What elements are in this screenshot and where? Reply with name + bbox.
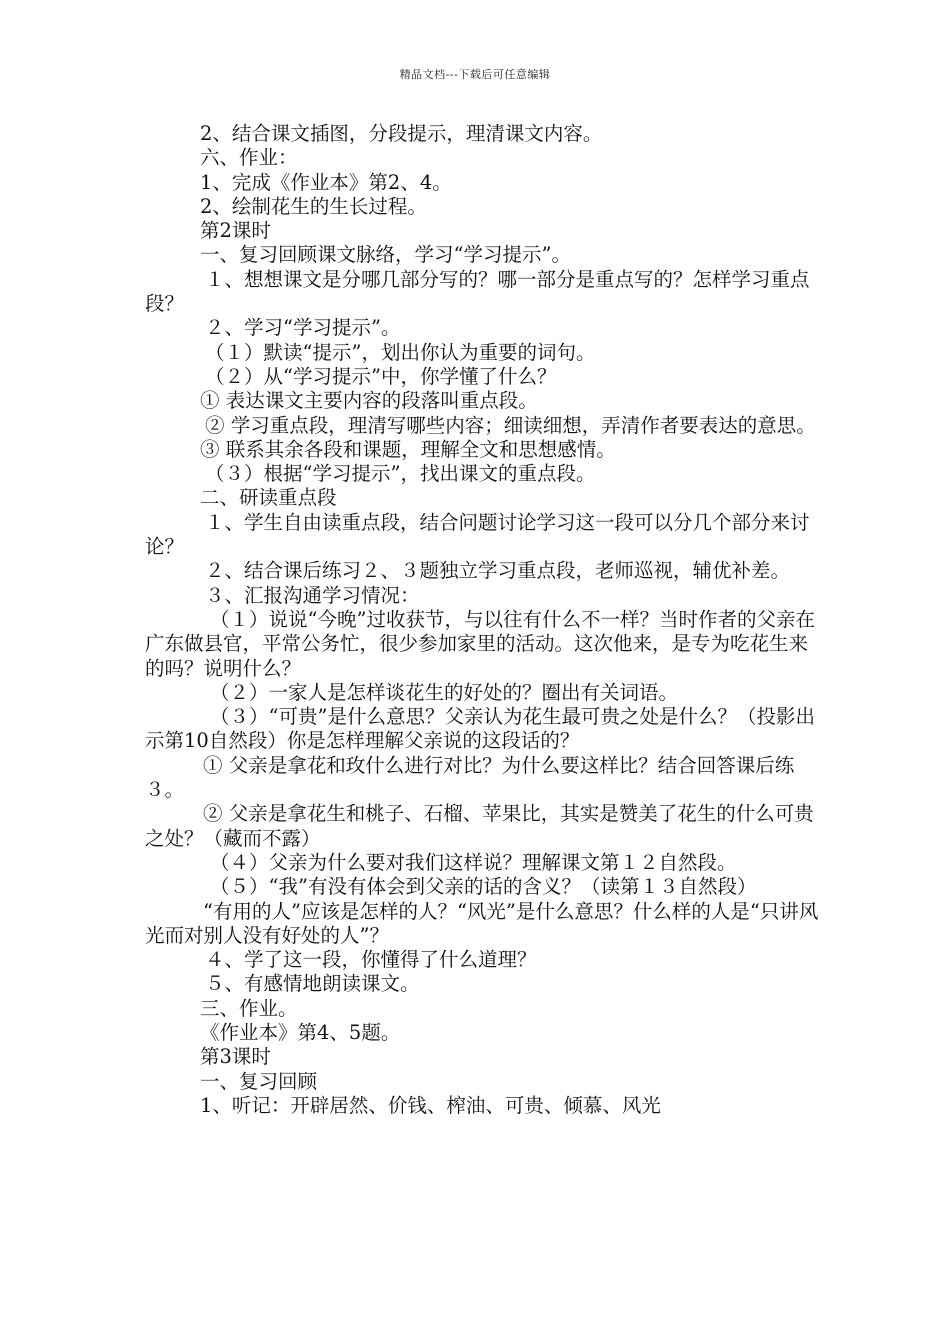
paragraph: ① 父亲是拿花和玫什么进行对比？为什么要这样比？结合回答课后练３。: [145, 753, 795, 802]
paragraph: （１）说说“今晚”过收获节，与以往有什么不一样？当时作者的父亲在广东做县官，平常公务忙，很少参加家里的活动。这次他来，是专为吃花生来的吗？说明什么？: [145, 607, 815, 680]
paragraph: （５）“我”有没有体会到父亲的话的含义？（读第１３自然段）: [210, 875, 757, 899]
paragraph: “有用的人”应该是怎样的人？“风光”是什么意思？什么样的人是“只讲风光而对别人没有好处的人”？: [145, 899, 819, 947]
paragraph: ２、学习“学习提示”。: [205, 316, 401, 340]
paragraph: （１）默读“提示”，划出你认为重要的词句。: [205, 340, 596, 364]
page-header: 精品文档---下载后可任意编辑: [399, 68, 551, 81]
section-heading: 三、作业。: [200, 996, 298, 1020]
paragraph: 1、听记：开辟居然、价钱、榨油、可贵、倾慕、风光: [200, 1093, 661, 1117]
paragraph: １、学生自由读重点段，结合问题讨论学习这一段可以分几个部分来讨论？: [145, 510, 810, 559]
paragraph: 2、绘制花生的生长过程。: [200, 194, 427, 218]
paragraph: ③ 联系其余各段和课题，理解全文和思想感情。: [200, 437, 616, 461]
paragraph: （４）父亲为什么要对我们这样说？理解课文第１２自然段。: [210, 850, 737, 874]
section-heading: 六、作业：: [200, 146, 298, 170]
paragraph: 1、完成《作业本》第2、4。: [200, 170, 452, 194]
paragraph: ① 表达课文主要内容的段落叫重点段。: [200, 389, 538, 413]
paragraph: 2、结合课文插图，分段提示，理清课文内容。: [200, 122, 603, 145]
paragraph: （２）从“学习提示”中，你学懂了什么？: [205, 364, 557, 388]
section-heading: 一、复习回顾: [200, 1069, 318, 1093]
paragraph: ② 学习重点段，理清写哪些内容；细读细想，弄清作者要表达的意思。: [205, 413, 816, 437]
lesson-heading: 第3课时: [200, 1045, 271, 1069]
paragraph: １、想想课文是分哪几部分写的？哪一部分是重点写的？怎样学习重点段？: [145, 267, 810, 316]
paragraph: （３）“可贵”是什么意思？父亲认为花生最可贵之处是什么？（投影出示第10自然段）你是怎样理解父亲说的这段话的？: [145, 705, 815, 753]
paragraph: 《作业本》第4、5题。: [200, 1020, 401, 1044]
section-heading: 一、复习回顾课文脉络，学习“学习提示”。: [200, 243, 571, 267]
lesson-heading: 第2课时: [200, 219, 271, 243]
paragraph: （３）根据“学习提示”，找出课文的重点段。: [205, 462, 596, 486]
paragraph: ２、结合课后练习２、３题独立学习重点段，老师巡视，辅优补差。: [205, 559, 791, 583]
paragraph: ５、有感情地朗读课文。: [205, 972, 420, 996]
paragraph: ４、学了这一段，你懂得了什么道理？: [205, 948, 537, 972]
paragraph: ② 父亲是拿花生和桃子、石榴、苹果比，其实是赞美了花生的什么可贵之处？（藏而不露）: [145, 802, 814, 850]
paragraph: （２）一家人是怎样谈花生的好处的？圈出有关词语。: [210, 680, 679, 704]
paragraph: ３、汇报沟通学习情况：: [205, 583, 420, 607]
section-heading: 二、研读重点段: [200, 486, 337, 510]
document-body: [145, 122, 825, 1118]
